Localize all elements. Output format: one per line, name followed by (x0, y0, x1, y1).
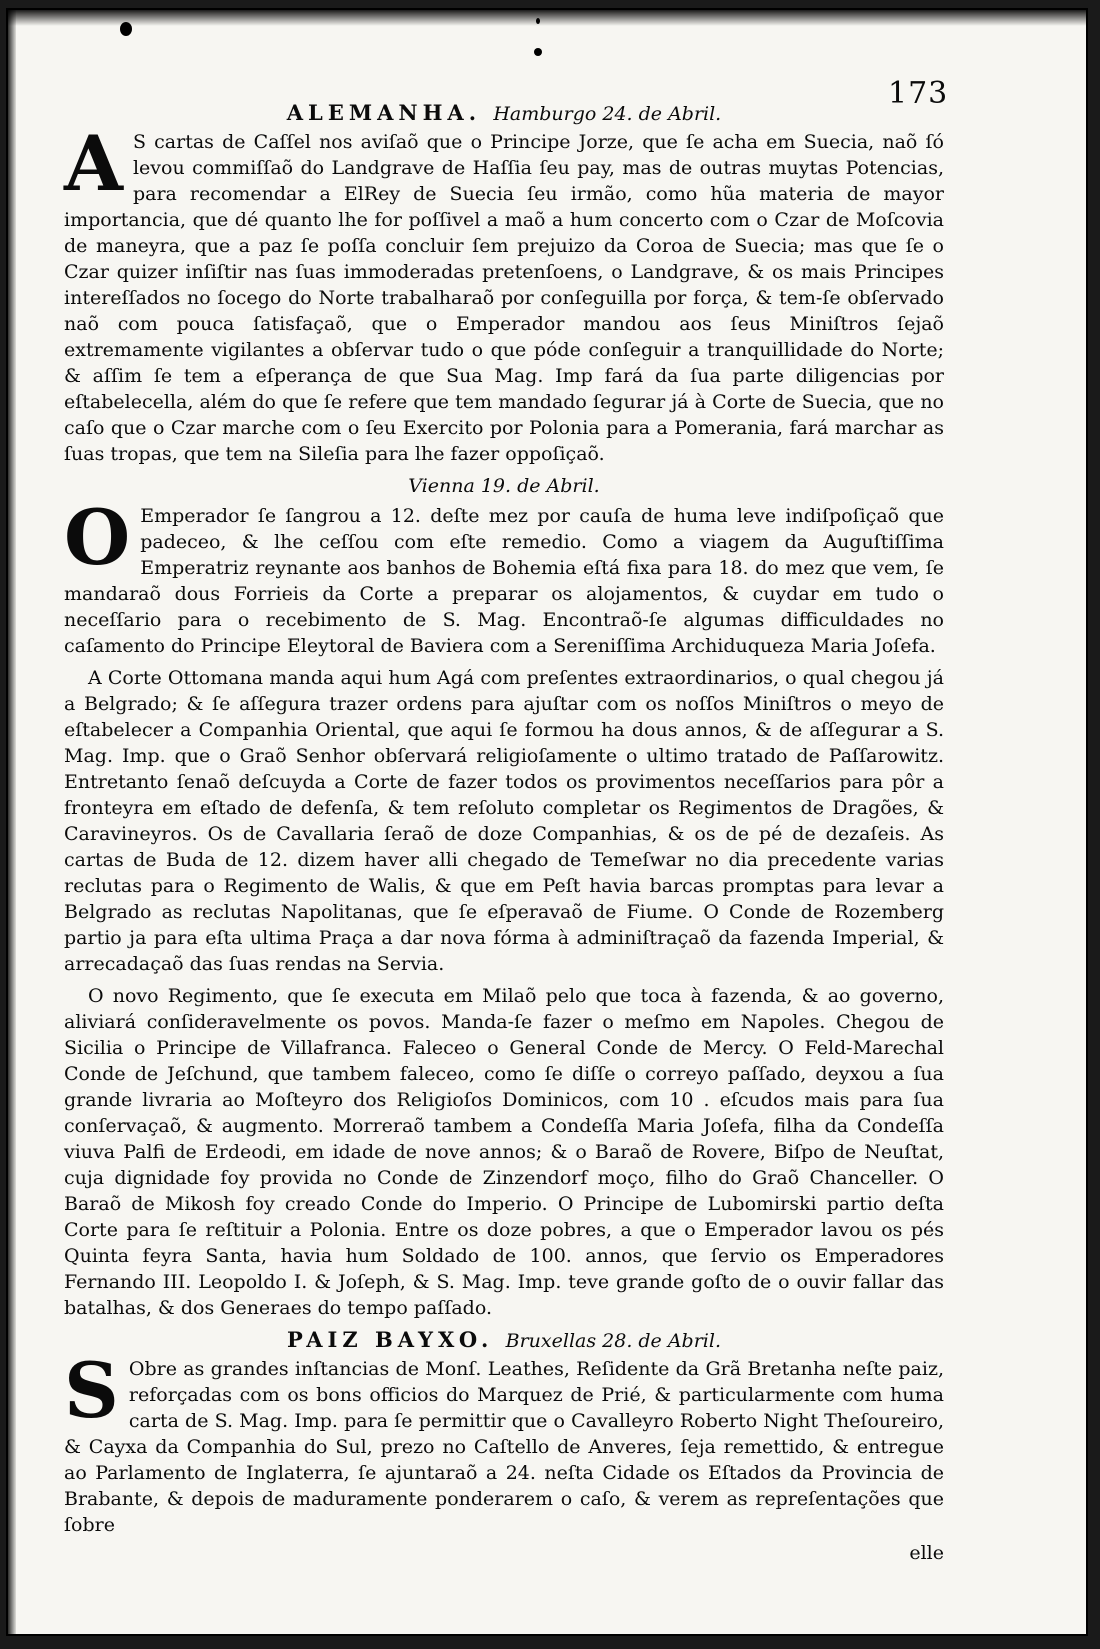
paragraph (64, 1346, 944, 1538)
section-title: ALEMANHA. (286, 100, 482, 125)
paragraph-text: Emperador ſe ſangrou a 12. deſte mez por cauſa de huma leve indiſpoſiçaõ que padeceo, & lhe ceſſou com eſte remedio. Como a viagem da Auguſtiſſima Emperatriz reynante aos banhos de Bohemia eſtá fixa para 18. do mez que vem, ſe mandaraõ dous Forrieis da Corte a preparar os alojamentos, & cuydar em tudo o neceſſario para o recebimento de S. Mag. Encontraõ-ſe algumas difficuldades no caſamento do Principe Eleytoral de Baviera com a Sereniſſima Archiduqueza Maria Joſefa. (64, 505, 944, 657)
paragraph-text: S cartas de Caſſel nos aviſaõ que o Principe Jorze, que ſe acha em Suecia, naõ ſó levou commiſſaõ do Landgrave de Haſſia ſeu pay, mas de outras muytas Potencias, para recomendar a ElRey de Suecia ſeu irmão, como hũa materia de mayor importancia, que dé quanto lhe for poſſivel a maõ a hum concerto com o Czar de Moſcovia de maneyra, que a paz ſe poſſa concluir ſem prejuizo da Coroa de Suecia; mas que ſe o Czar quizer inſiſtir nas ſuas immoderadas pretenſoens, o Landgrave, & os mais Principes intereſſados no ſocego do Norte trabalharaõ por conſeguilla por força, & tem-ſe obſervado naõ com pouca ſatisfaçaõ, que o Emperador mandou aos ſeus Miniſtros ſejaõ extremamente vigilantes a obſervar tudo o que póde conſeguir a tranquillidade do Norte; & aſſim ſe tem a eſperança de que Sua Mag. Imp fará da ſua parte diligencias por eſtabelecella, além do que ſe refere que tem mandado ſegurar já à Corte de Suecia, que no caſo que o Czar marche com o ſeu Exercito por Polonia para a Pomerania, fará marchar as ſuas tropas, que tem na Sileſia para lhe fazer oppoſiçaõ. (64, 131, 944, 465)
ink-speck (120, 22, 132, 36)
section-title: PAIZ BAYXO. (287, 1327, 494, 1352)
dateline: Bruxellas 28. de Abril. (505, 1330, 721, 1352)
drop-cap: S (64, 1346, 119, 1435)
section-heading-alemanha (64, 100, 944, 127)
drop-cap: A (64, 119, 123, 208)
drop-cap: O (64, 493, 131, 582)
paragraph (64, 493, 944, 659)
ink-speck (536, 18, 540, 24)
catchword: elle (909, 1542, 944, 1564)
article-body (64, 100, 944, 1566)
paragraph: O novo Regimento, que ſe executa em Milaõ pelo que toca à fazenda, & ao governo, aliviará conſideravelmente os povos. Manda-ſe fazer o meſmo em Napoles. Chegou de Sicilia o Principe de Villafranca. Faleceo o General Conde de Mercy. O Feld-Marechal Conde de Jeſchund, que tambem faleceo, como ſe diſſe o correyo paſſado, deyxou a ſua grande livraria ao Moſteyro dos Religioſos Dominicos, com 10 . eſcudos mais para ſua conſervaçaõ, & augmento. Morreraõ tambem a Condeſſa Maria Joſefa, filha da Condeſſa viuva Palfi de Erdeodi, em idade de nove annos; & o Baraõ de Rovere, Biſpo de Neuſtat, cuja dignidade foy provida no Conde de Zinzendorf moço, filho do Graõ Chanceller. O Baraõ de Mikosh foy creado Conde do Imperio. O Principe de Lubomirski partio deſta Corte para ſe reſtituir a Polonia. Entre os doze pobres, a que o Emperador lavou os pés Quinta feyra Santa, havia hum Soldado de 100. annos, que ſervio os Emperadores Fernando III. Leopoldo I. & Joſeph, & S. Mag. Imp. teve grande goſto de o ouvir fallar das batalhas, & dos Generaes do tempo paſſado. (64, 985, 944, 1319)
scan-edge-shadow (6, 8, 16, 1636)
page-number: 173 (888, 76, 949, 111)
scan-top-shadow (6, 8, 1088, 26)
section-heading-paiz-bayxo (64, 1327, 944, 1354)
dateline: Hamburgo 24. de Abril. (493, 103, 722, 125)
paragraph (64, 119, 944, 467)
ink-speck (534, 48, 542, 56)
newspaper-page (6, 8, 1088, 1636)
dateline-vienna: Vienna 19. de Abril. (408, 475, 600, 497)
paragraph: A Corte Ottomana manda aqui hum Agá com preſentes extraordinarios, o qual chegou já a Belgrado; & ſe aſſegura trazer ordens para ajuſtar com os noſſos Miniſtros o meyo de eſtabelecer a Companhia Oriental, que aqui ſe formou ha dous annos, & de aſſegurar a S. Mag. Imp. que o Graõ Senhor obſervará religioſamente o ultimo tratado de Paſſarowitz. Entretanto ſenaõ deſcuyda a Corte de fazer todos os provimentos neceſſarios para pôr a fronteyra em eſtado de defenſa, & tem reſoluto completar os Regimentos de Dragões, & Caravineyros. Os de Cavallaria ſeraõ de doze Companhias, & os de pé de dezaſeis. As cartas de Buda de 12. dizem haver alli chegado de Temeſwar no dia precedente varias reclutas para o Regimento de Walis, & que em Peſt havia barcas promptas para levar a Belgrado as reclutas Napolitanas, que ſe eſperavaõ de Fiume. O Conde de Rozemberg partio ja para eſta ultima Praça a dar nova fórma à adminiſtraçaõ da fazenda Imperial, & arrecadaçaõ das ſuas rendas na Servia. (64, 667, 944, 975)
paragraph-text: Obre as grandes inſtancias de Monſ. Leathes, Reſidente da Grã Bretanha neſte paiz, reforçadas com os bons officios do Marquez de Prié, & particularmente com huma carta de S. Mag. Imp. para ſe permittir que o Cavalleyro Roberto Night Theſoureiro, & Cayxa da Companhia do Sul, prezo no Caſtello de Anveres, ſeja remettido, & entregue ao Parlamento de Inglaterra, ſe ajuntaraõ a 24. neſta Cidade os Eſtados da Provincia de Brabante, & depois de maduramente ponderarem o caſo, & verem as repreſentações que ſobre (64, 1358, 944, 1536)
